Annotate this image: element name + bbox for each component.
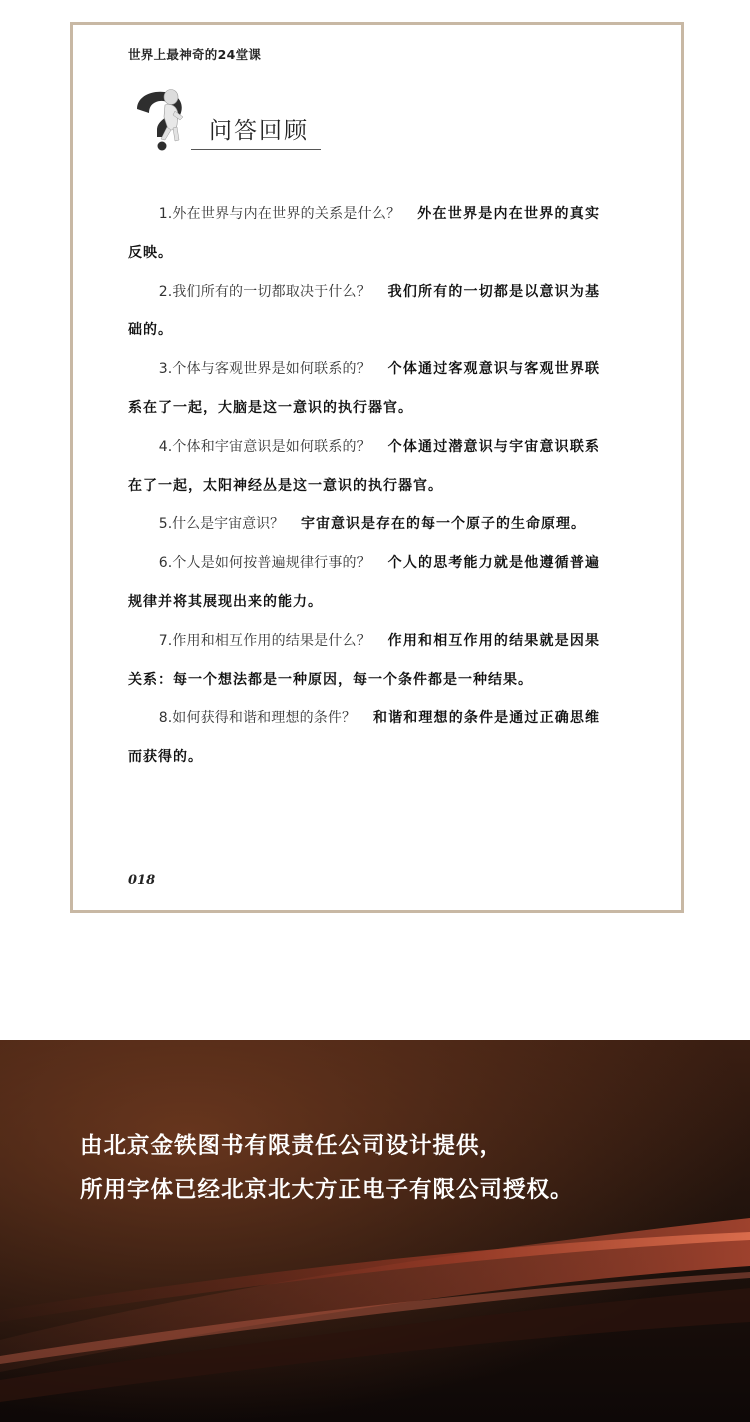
answer: 宇宙意识是存在的每一个原子的生命原理。 [300,516,586,533]
question: 5.什么是宇宙意识？ [158,516,285,533]
question: 6.个人是如何按普遍规律行事的？ [158,555,371,572]
credits-line: 由北京金铁图书有限责任公司设计提供， [80,1133,504,1159]
qa-item [128,428,600,506]
answer: 外在世界是内在世界的真实反映。 [128,206,601,261]
question: 8.如何获得和谐和理想的条件？ [158,710,357,727]
question: 3.个体与客观世界是如何联系的？ [158,361,371,378]
qa-item [128,195,600,273]
qa-list [128,195,600,777]
answer: 作用和相互作用的结果就是因果关系：每一个想法都是一种原因，每一个条件都是一种结果。 [128,632,600,688]
question: 2.我们所有的一切都取决于什么？ [158,283,371,300]
answer: 个体通过潜意识与宇宙意识联系在了一起，太阳神经丛是这一意识的执行器官。 [128,438,600,494]
question: 4.个体和宇宙意识是如何联系的？ [158,438,371,455]
section-header [131,87,323,151]
answer: 和谐和理想的条件是通过正确思维而获得的。 [128,710,601,766]
qa-item [128,544,600,622]
answer: 个体通过客观意识与客观世界联系在了一起，大脑是这一意识的执行器官。 [128,361,600,416]
qa-item [128,505,600,544]
running-head: 世界上最神奇的24堂课 [128,47,262,62]
book-page [70,22,684,913]
banner-background [0,1040,750,1422]
qa-item [128,699,600,777]
qa-item [128,273,600,351]
page-number: 018 [128,873,156,888]
qa-item [128,350,600,428]
question: 7.作用和相互作用的结果是什么？ [158,632,371,649]
section-title-underline [191,149,321,150]
answer: 我们所有的一切都是以意识为基础的。 [128,283,600,339]
question-mark-figure-icon [131,87,211,151]
credits-line: 所用字体已经北京北大方正电子有限公司授权。 [80,1177,574,1203]
credits-text [80,1124,574,1212]
credits-banner [0,1040,750,1422]
question: 1.外在世界与内在世界的关系是什么？ [158,206,401,222]
qa-item [128,622,600,700]
section-title: 问答回顾 [209,118,309,144]
answer: 个人的思考能力就是他遵循普遍规律并将其展现出来的能力。 [128,555,600,610]
